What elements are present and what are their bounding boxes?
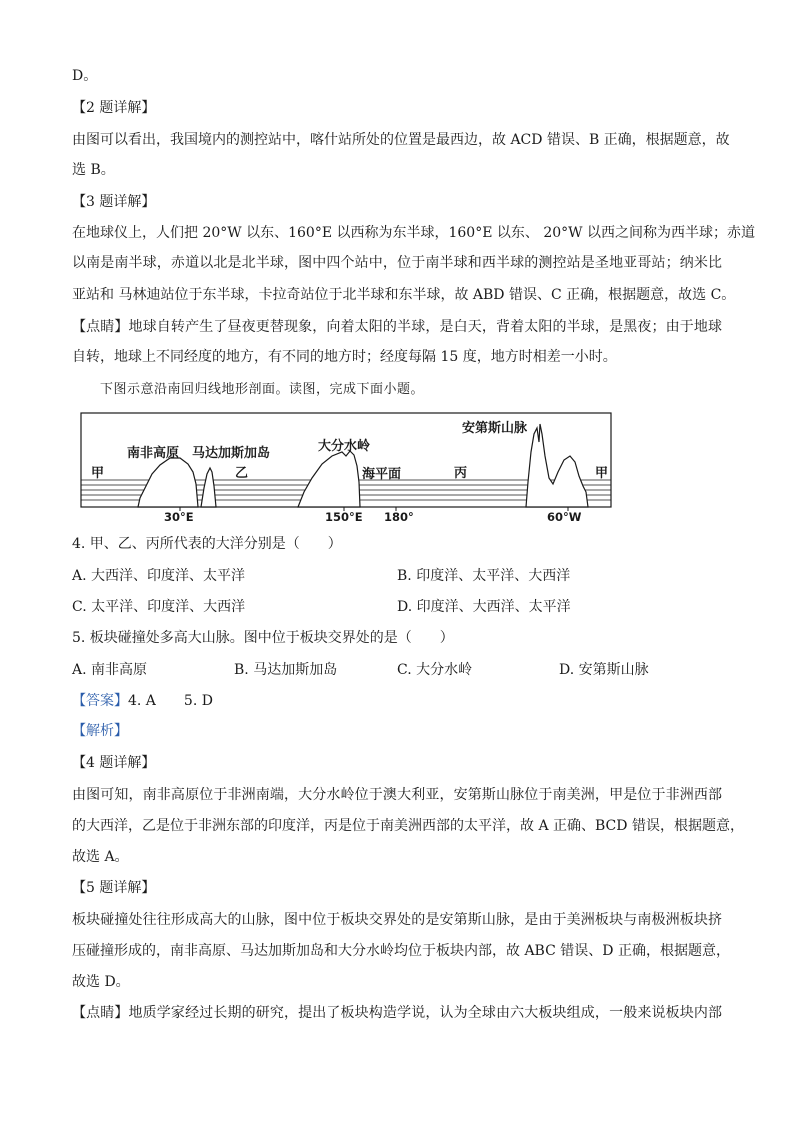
tick-label-60w: 60°W (547, 510, 582, 524)
q4-detail-heading: 【4 题详解】 (72, 755, 156, 771)
label-madagascar: 马达加斯加岛 (192, 446, 271, 461)
label-south-africa: 南非高原 (127, 446, 180, 461)
q3-body-line: 亚站和 马林迪站位于东半球，卡拉奇站位于北半球和东半球，故 ABD 错误、C 正确，根据题意，故选 C。 (72, 287, 736, 303)
q2-body-line: 选 B。 (72, 162, 115, 178)
q5-detail-line: 压碰撞形成的，南非高原、马达加斯加岛和大分水岭均位于板块内部，故 ABC 错误、D 正确，根据题意， (72, 943, 730, 959)
q4-option-b: B. 印度洋、太平洋、大西洋 (397, 568, 571, 584)
q4-detail-line: 故选 A。 (72, 849, 129, 865)
label-sea-level: 海平面 (362, 467, 402, 482)
q5-option-b: B. 马达加斯加岛 (234, 662, 338, 678)
q5-option-d: D. 安第斯山脉 (559, 662, 649, 678)
label-jia-left: 甲 (91, 466, 105, 481)
answer-fragment: D。 (72, 68, 98, 84)
q4-detail-line: 由图可知，南非高原位于非洲南端，大分水岭位于澳大利亚，安第斯山脉位于南美洲，甲是位于非洲西部 (72, 787, 722, 803)
q4-option-a: A. 大西洋、印度洋、太平洋 (72, 568, 246, 584)
figure-intro: 下图示意沿南回归线地形剖面。读图，完成下面小题。 (100, 382, 425, 397)
label-bing: 丙 (454, 466, 468, 481)
q4-option-c: C. 太平洋、印度洋、大西洋 (72, 599, 246, 615)
label-jia-right: 甲 (595, 466, 609, 481)
tip-line: 自转，地球上不同经度的地方，有不同的地方时；经度每隔 15 度，地方时相差一小时。 (72, 349, 617, 365)
tick-label-30e: 30°E (164, 510, 194, 524)
q3-heading: 【3 题详解】 (72, 194, 156, 210)
tick-label-150e: 150°E (325, 510, 363, 524)
q5-detail-line: 板块碰撞处往往形成高大的山脉，图中位于板块交界处的是安第斯山脉，是由于美洲板块与南极洲板块挤 (72, 912, 722, 928)
q5-detail-line: 故选 D。 (72, 974, 130, 990)
answer-line (72, 691, 213, 711)
q3-body-line: 以南是南半球，赤道以北是北半球，图中四个站中，位于南半球和西半球的测控站是圣地亚哥站；纳米比 (72, 255, 722, 271)
answer-text: 4. A 5. D (128, 693, 213, 709)
q5-option-c: C. 大分水岭 (397, 662, 473, 678)
label-yi: 乙 (235, 466, 249, 481)
label-andes: 安第斯山脉 (462, 421, 528, 436)
tip-line: 【点睛】地质学家经过长期的研究，提出了板块构造学说，认为全球由六大板块组成，一般来说板块内部 (72, 1005, 722, 1021)
tip-line: 【点睛】地球自转产生了昼夜更替现象，向着太阳的半球，是白天，背着太阳的半球，是黑夜；由于地球 (72, 319, 722, 335)
q2-body-line: 由图可以看出，我国境内的测控站中，喀什站所处的位置是最西边，故 ACD 错误、B 正确，根据题意，故 (72, 132, 730, 148)
q2-heading: 【2 题详解】 (72, 100, 156, 116)
q5-stem: 5. 板块碰撞处多高大山脉。图中位于板块交界处的是（ ） (72, 630, 454, 646)
analysis-tag: 【解析】 (72, 723, 128, 739)
q3-body-line: 在地球仪上，人们把 20°W 以东、160°E 以西称为东半球，160°E 以东、 20°W 以西之间称为西半球；赤道 (72, 225, 755, 241)
q4-detail-line: 的大西洋，乙是位于非洲东部的印度洋，丙是位于南美洲西部的太平洋，故 A 正确、BCD 错误，根据题意， (72, 818, 744, 834)
answer-tag: 【答案】 (72, 693, 128, 709)
terrain-profile-figure (80, 412, 612, 524)
q4-stem: 4. 甲、乙、丙所代表的大洋分别是（ ） (72, 536, 342, 552)
tick-label-180: 180° (384, 510, 414, 524)
q4-option-d: D. 印度洋、大西洋、太平洋 (397, 599, 571, 615)
q5-option-a: A. 南非高原 (72, 662, 148, 678)
q5-detail-heading: 【5 题详解】 (72, 880, 156, 896)
axis-ticks (180, 507, 568, 511)
label-great-dividing-range: 大分水岭 (318, 439, 371, 454)
